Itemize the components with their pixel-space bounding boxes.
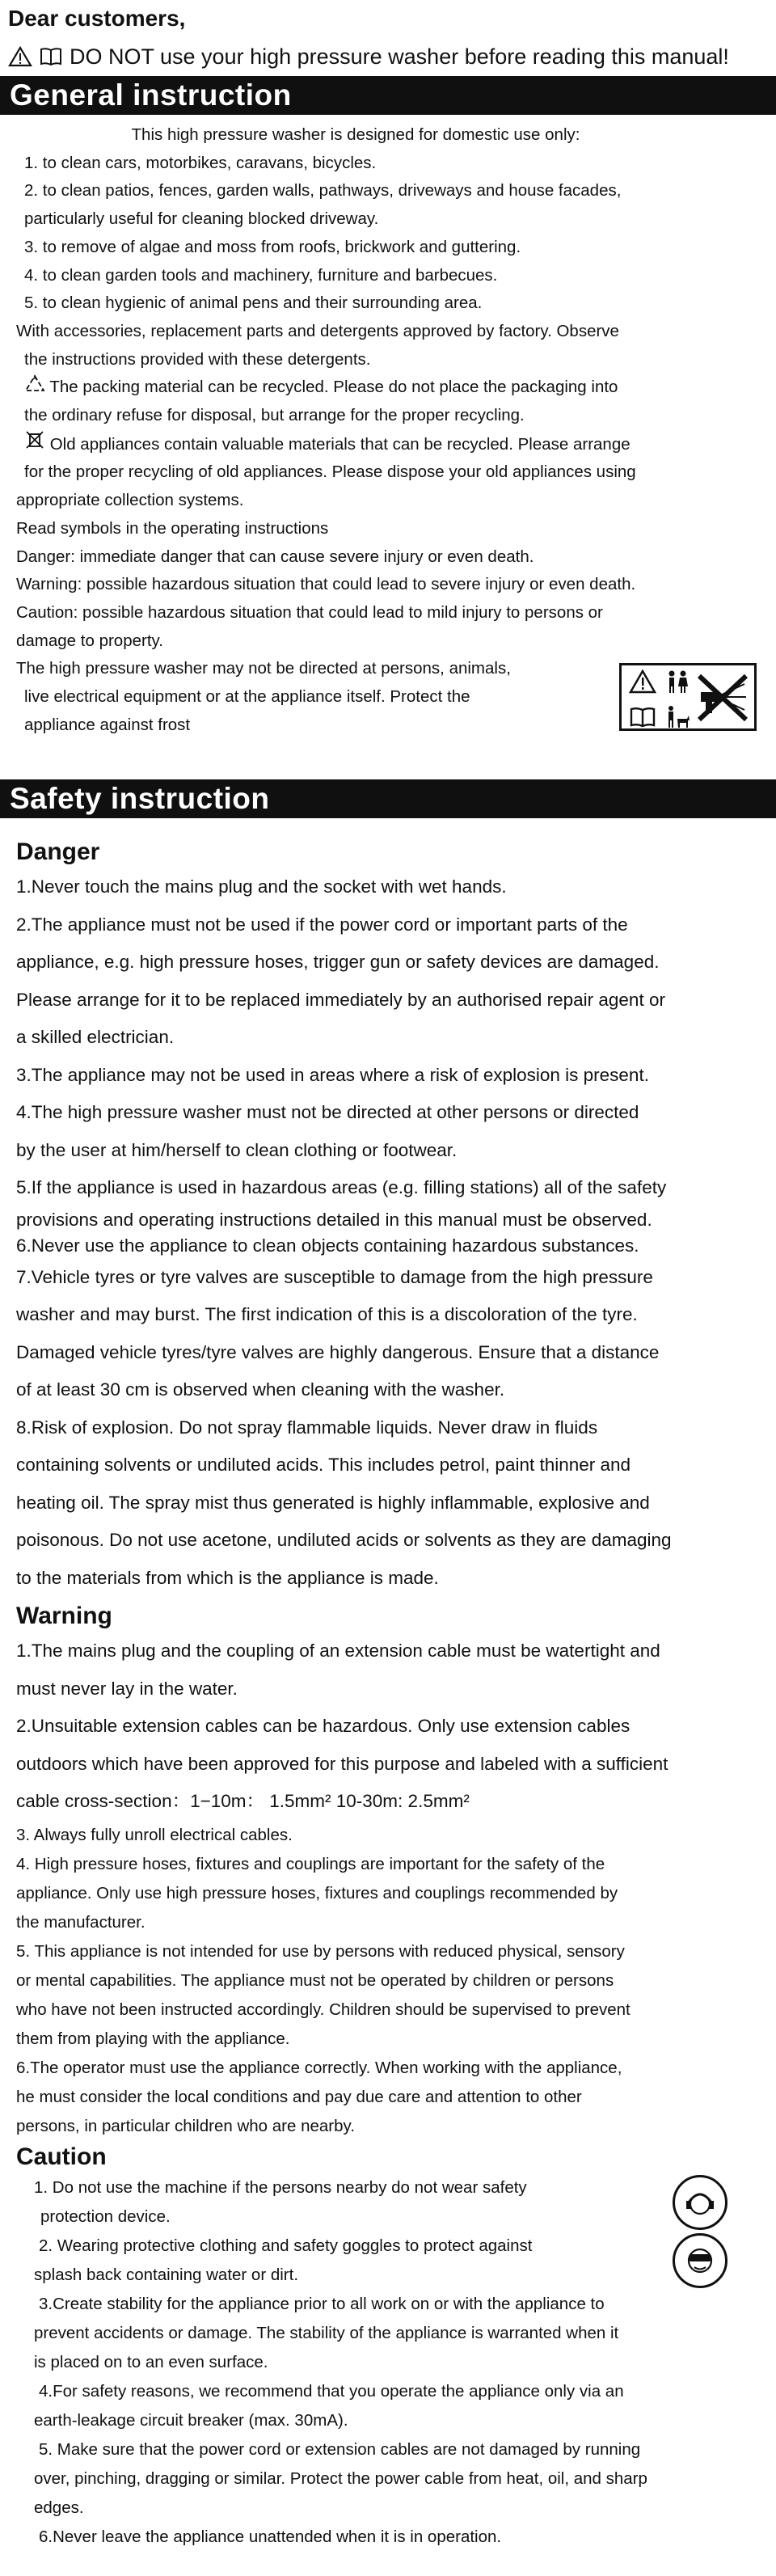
caution-line: 1. Do not use the machine if the persons nearby do not wear safety — [34, 2177, 527, 2197]
gi-line-weee: Old appliances contain valuable materials that can be recycled. Please arrange — [16, 430, 760, 459]
danger-line: Damaged vehicle tyres/tyre valves are highly dangerous. Ensure that a distance — [16, 1341, 660, 1362]
danger-title: Danger — [16, 838, 100, 866]
danger-line: 6.Never use the appliance to clean objects containing hazardous substances. — [16, 1235, 639, 1256]
caution-title: Caution — [16, 2143, 107, 2170]
gi-line: appropriate collection systems. — [16, 491, 244, 510]
caution-line: 6.Never leave the appliance unattended when it is in operation. — [39, 2527, 502, 2546]
warning-text: DO NOT use your high pressure washer before reading this manual! — [70, 44, 729, 69]
manual-book-icon — [39, 46, 63, 67]
warning-line: outdoors which have been approved for this purpose and labeled with a sufficient — [16, 1753, 668, 1774]
gi-line: 1. to clean cars, motorbikes, caravans, bicycles. — [24, 153, 377, 172]
general-instruction-heading: General instruction — [0, 76, 776, 115]
gi-line: 5. to clean hygienic of animal pens and their surrounding area. — [24, 293, 483, 313]
danger-line: a skilled electrician. — [16, 1027, 175, 1048]
danger-line: poisonous. Do not use acetone, undiluted acids or solvents as they are damaging — [16, 1530, 672, 1551]
warning-line: cable cross-section：1−10m： 1.5mm² 10-30m: 2.5mm² — [16, 1791, 470, 1812]
warning-triangle-icon — [8, 46, 32, 67]
danger-line: 5.If the appliance is used in hazardous areas (e.g. filling stations) all of the safety — [16, 1177, 667, 1198]
warning-line: appliance. Only use high pressure hoses, fixtures and couplings recommended by — [16, 1883, 618, 1902]
general-instruction-body — [0, 115, 776, 739]
danger-line: Please arrange for it to be replaced immediately by an authorised repair agent or — [16, 989, 665, 1010]
warning-line — [8, 42, 768, 71]
warning-line: 3. Always fully unroll electrical cables. — [16, 1825, 293, 1844]
warning-line: he must consider the local conditions and pay due care and attention to other — [16, 2087, 582, 2106]
safety-instruction-heading: Safety instruction — [0, 779, 776, 818]
warning-line: 2.Unsuitable extension cables can be hazardous. Only use extension cables — [16, 1716, 630, 1737]
caution-line: earth-leakage circuit breaker (max. 30mA). — [34, 2410, 348, 2430]
no-spray-icon — [694, 671, 751, 738]
warning-title: Warning — [16, 1603, 112, 1630]
directing-warning-row — [16, 655, 760, 739]
manual-book-icon — [629, 706, 656, 738]
gi-line: live electrical equipment or at the appliance itself. Protect the — [24, 687, 470, 707]
danger-line: appliance, e.g. high pressure hoses, trigger gun or safety devices are damaged. — [16, 952, 660, 973]
recycle-icon — [24, 374, 45, 392]
crossed-bin-icon — [24, 430, 45, 450]
gi-line: appliance against frost — [24, 715, 191, 734]
danger-line: to the materials from which is the appliance is made. — [16, 1567, 439, 1588]
warning-line: 6.The operator must use the appliance correctly. When working with the appliance, — [16, 2058, 622, 2077]
caution-line: 3.Create stability for the appliance prior to all work on or with the appliance to — [39, 2294, 605, 2313]
warning-line: who have not been instructed accordingly. Children should be supervised to prevent — [16, 2000, 630, 2019]
gi-line: With accessories, replacement parts and detergents approved by factory. Observe — [16, 321, 619, 340]
danger-line: 7.Vehicle tyres or tyre valves are susceptible to damage from the high pressure — [16, 1266, 653, 1287]
gi-line: Danger: immediate danger that can cause severe injury or even death. — [16, 547, 534, 566]
gi-line: 3. to remove of algae and moss from roofs, brickwork and guttering. — [24, 237, 521, 256]
greeting: Dear customers, — [8, 6, 186, 31]
danger-line: 4.The high pressure washer must not be directed at other persons or directed — [16, 1102, 639, 1123]
gi-line: 2. to clean patios, fences, garden walls, pathways, driveways and house facades, — [24, 181, 622, 201]
caution-line: protection device. — [40, 2206, 171, 2226]
persons-icon — [664, 669, 690, 704]
gi-line: the ordinary refuse for disposal, but arrange for the proper recycling. — [24, 406, 525, 425]
gi-line: for the proper recycling of old appliances. Please dispose your old appliances using — [24, 462, 636, 482]
caution-section — [0, 2141, 776, 2552]
caution-line: 2. Wearing protective clothing and safety goggles to protect against — [39, 2236, 533, 2255]
caution-line: 4.For safety reasons, we recommend that you operate the appliance only via an — [39, 2381, 624, 2401]
warning-line: or mental capabilities. The appliance must not be operated by children or persons — [16, 1970, 614, 1990]
caution-item-goggles — [34, 2232, 760, 2290]
warning-line: must never lay in the water. — [16, 1678, 238, 1699]
warning-symbols-panel — [619, 663, 757, 731]
danger-line: of at least 30 cm is observed when cleaning with the washer. — [16, 1379, 505, 1400]
person-with-animal-icon — [664, 704, 690, 740]
warning-line: persons, in particular children who are nearby. — [16, 2116, 355, 2135]
danger-line: heating oil. The spray mist thus generated is highly inflammable, explosive and — [16, 1492, 650, 1513]
warning-line: 5. This appliance is not intended for use by persons with reduced physical, sensory — [16, 1941, 625, 1961]
caution-item-protection — [34, 2173, 760, 2232]
intro — [0, 0, 776, 71]
gi-line: This high pressure washer is designed for domestic use only: — [131, 125, 580, 144]
danger-line: washer and may burst. The first indication of this is a discoloration of the tyre. — [16, 1304, 638, 1325]
gi-line: The high pressure washer may not be directed at persons, animals, — [16, 659, 511, 678]
danger-section — [0, 836, 776, 1597]
warning-section — [0, 1600, 776, 2141]
gi-line-recycle: The packing material can be recycled. Please do not place the packaging into — [16, 374, 760, 402]
gi-line: 4. to clean garden tools and machinery, furniture and barbecues. — [24, 265, 498, 285]
danger-line: by the user at him/herself to clean clothing or footwear. — [16, 1139, 458, 1160]
ear-protection-icon — [673, 2175, 728, 2230]
gi-line: Read symbols in the operating instructions — [16, 518, 329, 538]
danger-line: 3.The appliance may not be used in areas where a risk of explosion is present. — [16, 1064, 649, 1085]
danger-line: provisions and operating instructions detailed in this manual must be observed. — [16, 1209, 652, 1230]
caution-line: is placed on to an even surface. — [34, 2352, 268, 2371]
warning-triangle-icon — [629, 669, 656, 703]
caution-line: over, pinching, dragging or similar. Protect the power cable from heat, oil, and sharp — [34, 2468, 647, 2488]
danger-line: 1.Never touch the mains plug and the socket with wet hands. — [16, 876, 507, 897]
gi-line: Warning: possible hazardous situation that could lead to severe injury or even death. — [16, 575, 636, 594]
warning-line: 1.The mains plug and the coupling of an extension cable must be watertight and — [16, 1641, 660, 1662]
danger-line: 8.Risk of explosion. Do not spray flammable liquids. Never draw in fluids — [16, 1417, 598, 1438]
danger-line: containing solvents or undiluted acids. This includes petrol, paint thinner and — [16, 1455, 631, 1476]
safety-goggles-icon — [673, 2233, 728, 2288]
caution-line: edges. — [34, 2498, 84, 2517]
warning-line: the manufacturer. — [16, 1912, 146, 1932]
gi-line: particularly useful for cleaning blocked driveway. — [24, 209, 379, 229]
warning-line: them from playing with the appliance. — [16, 2029, 290, 2048]
gi-line: Caution: possible hazardous situation that could lead to mild injury to persons or — [16, 602, 603, 622]
caution-line: 5. Make sure that the power cord or extension cables are not damaged by running — [39, 2439, 641, 2459]
caution-line: splash back containing water or dirt. — [34, 2265, 299, 2284]
gi-line: damage to property. — [16, 631, 163, 650]
danger-line: 2.The appliance must not be used if the power cord or important parts of the — [16, 914, 628, 935]
warning-line: 4. High pressure hoses, fixtures and couplings are important for the safety of the — [16, 1854, 605, 1873]
gi-line: the instructions provided with these detergents. — [24, 349, 371, 369]
caution-line: prevent accidents or damage. The stability of the appliance is warranted when it — [34, 2323, 619, 2342]
